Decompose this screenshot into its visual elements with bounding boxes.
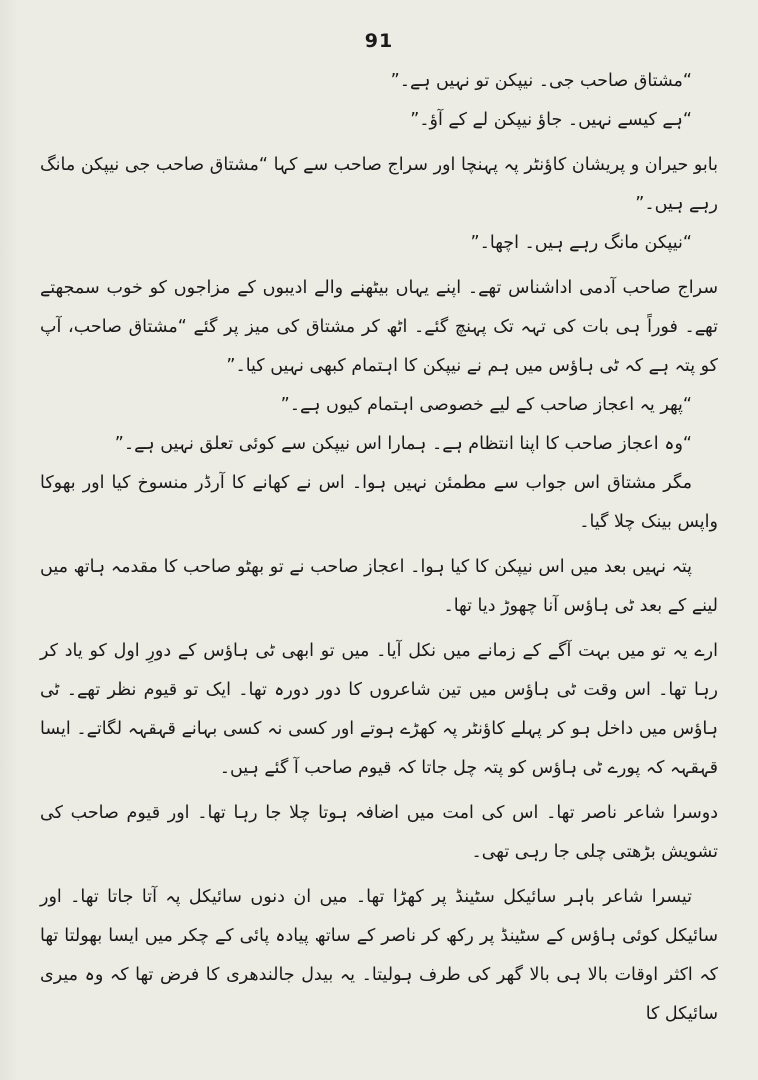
page-number: 91 — [364, 30, 394, 52]
paragraph: “ہے کیسے نہیں۔ جاؤ نیپکن لے کے آؤ۔” — [410, 110, 692, 130]
paragraph: “مشتاق صاحب جی۔ نیپکن تو نہیں ہے۔” — [390, 71, 692, 91]
paragraph: پتہ نہیں بعد میں اس نیپکن کا کیا ہوا۔ اعجاز صاحب نے تو بھٹو صاحب کا مقدمہ ہاتھ میں لینے کے بعد ٹی ہاؤس آنا چھوڑ دیا تھا۔ — [40, 557, 718, 616]
paragraph: “وہ اعجاز صاحب کا اپنا انتظام ہے۔ ہمارا اس نیپکن سے کوئی تعلق نہیں ہے۔” — [114, 434, 692, 454]
paragraph: “نیپکن مانگ رہے ہیں۔ اچھا۔” — [470, 233, 692, 253]
paragraph: تیسرا شاعر باہر سائیکل سٹینڈ پر کھڑا تھا۔ میں ان دنوں سائیکل پہ آتا جاتا تھا۔ اور سائیکل کوئی ہاؤس کے سٹینڈ پر رکھ کر ناصر کے ساتھ پیادہ پائی کے چکر میں ایسا بھولتا تھا کہ اکثر اوقات بالا ہی بالا گھر کی طرف ہولیتا۔ یہ بیدل جالندھری کا فرض تھا کہ وہ میری سائیکل کا — [40, 887, 718, 1024]
paragraph: “پھر یہ اعجاز صاحب کے لیے خصوصی اہتمام کیوں ہے۔” — [280, 395, 692, 415]
page-body — [40, 62, 718, 1034]
paragraph: سراج صاحب آدمی اداشناس تھے۔ اپنے یہاں بیٹھنے والے ادیبوں کے مزاجوں کو خوب سمجھتے تھے۔ فوراً ہی بات کی تہہ تک پہنچ گئے۔ اٹھ کر مشتاق کی میز پر گئے “مشتاق صاحب، آپ کو پتہ ہے کہ ٹی ہاؤس میں ہم نے نیپکن کا اہتمام کبھی نہیں کیا۔” — [40, 278, 718, 376]
paragraph: ارے یہ تو میں بہت آگے کے زمانے میں نکل آیا۔ میں تو ابھی ٹی ہاؤس کے دورِ اول کو یاد کر رہا تھا۔ اس وقت ٹی ہاؤس میں تین شاعروں کا دور دورہ تھا۔ ایک تو قیوم نظر تھے۔ ٹی ہاؤس میں داخل ہو کر پہلے کاؤنٹر پہ کھڑے ہوتے اور کسی نہ کسی بہانے قہقہہ لگاتے۔ ایسا قہقہہ کہ پورے ٹی ہاؤس کو پتہ چل جاتا کہ قیوم صاحب آ گئے ہیں۔ — [40, 641, 718, 778]
paragraph: دوسرا شاعر ناصر تھا۔ اس کی امت میں اضافہ ہوتا چلا جا رہا تھا۔ اور قیوم صاحب کی تشویش بڑھتی چلی جا رہی تھی۔ — [40, 803, 718, 862]
paragraph: مگر مشتاق اس جواب سے مطمئن نہیں ہوا۔ اس نے کھانے کا آرڈر منسوخ کیا اور بھوکا واپس بینک چلا گیا۔ — [40, 473, 718, 532]
paragraph: بابو حیران و پریشان کاؤنٹر پہ پہنچا اور سراج صاحب سے کہا “مشتاق صاحب جی نیپکن مانگ رہے ہیں۔” — [40, 155, 718, 214]
